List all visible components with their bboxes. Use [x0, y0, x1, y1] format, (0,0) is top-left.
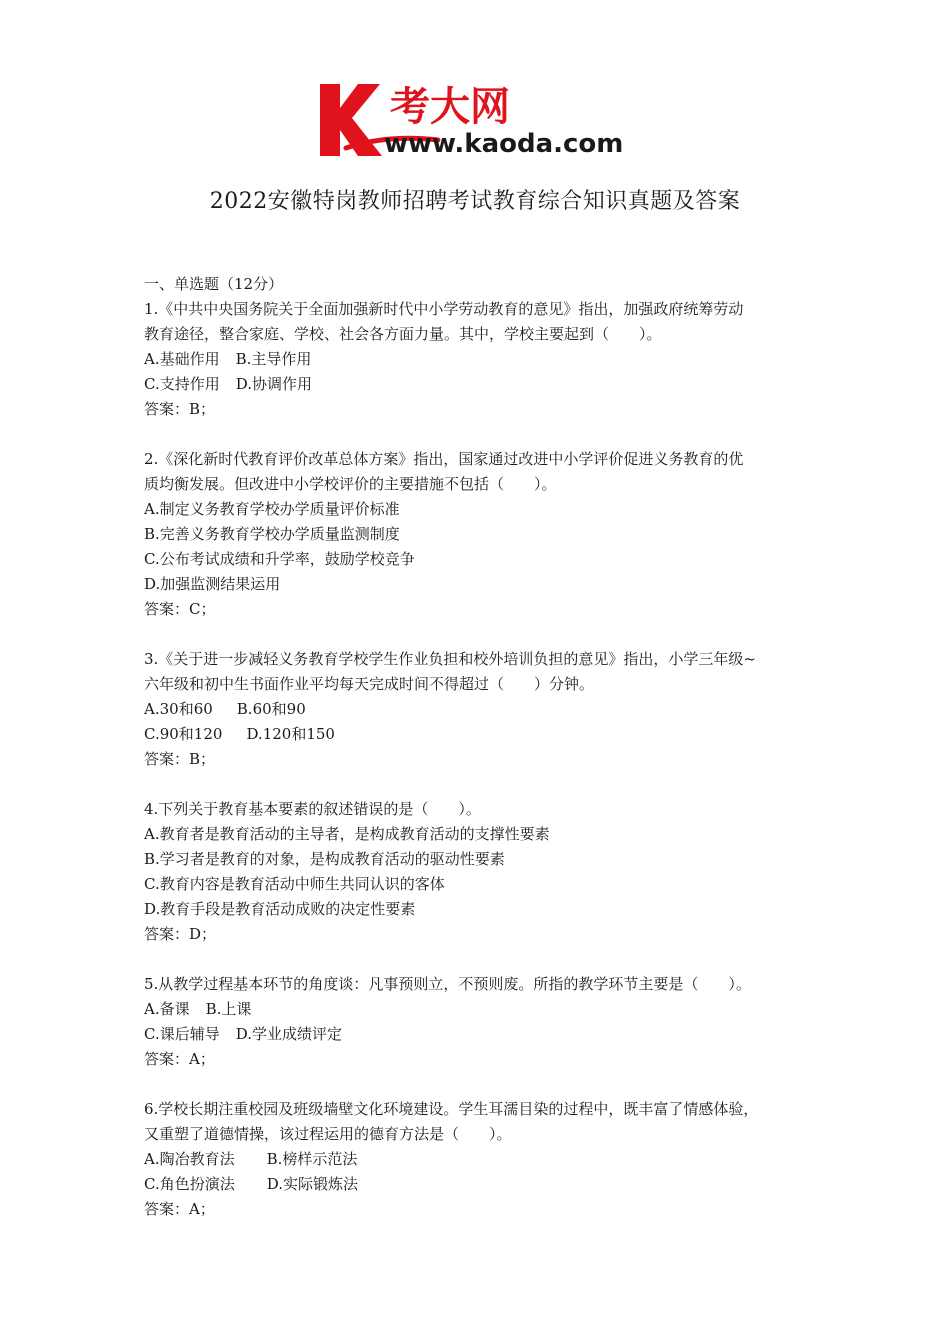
section-title: 一、单选题（12分）	[144, 275, 284, 293]
option-text: A.陶冶教育法	[144, 1150, 235, 1168]
option-row	[144, 847, 824, 872]
question-item	[144, 972, 824, 1072]
document-title: 2022安徽特岗教师招聘考试教育综合知识真题及答案	[209, 189, 741, 214]
question-stem-line: 质均衡发展。但改进中小学校评价的主要措施不包括（ ）。	[144, 475, 557, 493]
question-stem-line: 教育途径，整合家庭、学校、社会各方面力量。其中，学校主要起到（ ）。	[144, 325, 662, 343]
option-row	[144, 1172, 824, 1197]
option-row	[144, 1147, 824, 1172]
option-text: C.支持作用	[144, 375, 220, 393]
option-row	[144, 897, 824, 922]
option-text: B.学习者是教育的对象，是构成教育活动的驱动性要素	[144, 850, 505, 868]
option-row	[144, 822, 824, 847]
question-item	[144, 1097, 824, 1222]
option-text: C.课后辅导	[144, 1025, 220, 1043]
option-text: D.协调作用	[235, 375, 312, 393]
option-row	[144, 722, 824, 747]
question-stem-line: 5.从教学过程基本环节的角度谈：凡事预则立，不预则废。所指的教学环节主要是（ ）。	[144, 975, 751, 993]
logo-url-text: www.kaoda.com	[384, 129, 624, 159]
option-text: A.教育者是教育活动的主导者，是构成教育活动的支撑性要素	[144, 825, 550, 843]
option-text: D.120和150	[246, 725, 335, 743]
option-text: C.角色扮演法	[144, 1175, 235, 1193]
option-text: D.学业成绩评定	[235, 1025, 342, 1043]
answer-text: 答案：B；	[144, 750, 216, 768]
questions-container	[144, 297, 824, 1222]
answer-text: 答案：A；	[144, 1200, 215, 1218]
option-row	[144, 372, 824, 397]
option-text: C.90和120	[144, 725, 223, 743]
option-text: B.完善义务教育学校办学质量监测制度	[144, 525, 400, 543]
option-row	[144, 872, 824, 897]
option-text: A.30和60	[144, 700, 213, 718]
option-row	[144, 997, 824, 1022]
question-item	[144, 647, 824, 772]
option-row	[144, 347, 824, 372]
option-text: A.基础作用	[144, 350, 220, 368]
question-stem-line: 4.下列关于教育基本要素的叙述错误的是（ ）。	[144, 800, 481, 818]
option-text: B.上课	[205, 1000, 252, 1018]
question-stem-line: 3.《关于进一步减轻义务教育学校学生作业负担和校外培训负担的意见》指出，小学三年级~	[144, 650, 756, 668]
question-list	[144, 272, 824, 1222]
option-text: C.公布考试成绩和升学率，鼓励学校竞争	[144, 550, 415, 568]
question-stem-line: 2.《深化新时代教育评价改革总体方案》指出，国家通过改进中小学评价促进义务教育的优	[144, 450, 744, 468]
answer-text: 答案：D；	[144, 925, 217, 943]
option-text: B.主导作用	[235, 350, 312, 368]
answer-text: 答案：C；	[144, 600, 216, 618]
logo-cn-text: 考大网	[390, 84, 510, 130]
option-text: D.实际锻炼法	[266, 1175, 358, 1193]
option-row	[144, 697, 824, 722]
question-item	[144, 797, 824, 947]
question-stem-line: 又重塑了道德情操，该过程运用的德育方法是（ ）。	[144, 1125, 512, 1143]
question-item	[144, 297, 824, 422]
question-item	[144, 447, 824, 622]
option-text: B.榜样示范法	[266, 1150, 358, 1168]
kaoda-logo[interactable]	[318, 78, 638, 160]
option-text: A.备课	[144, 1000, 190, 1018]
option-row	[144, 572, 824, 597]
option-row	[144, 1022, 824, 1047]
option-text: C.教育内容是教育活动中师生共同认识的客体	[144, 875, 445, 893]
option-text: A.制定义务教育学校办学质量评价标准	[144, 500, 400, 518]
option-row	[144, 522, 824, 547]
option-row	[144, 547, 824, 572]
question-stem-line: 六年级和初中生书面作业平均每天完成时间不得超过（ ）分钟。	[144, 675, 595, 693]
question-stem-line: 1.《中共中央国务院关于全面加强新时代中小学劳动教育的意见》指出，加强政府统筹劳动	[144, 300, 744, 318]
option-row	[144, 497, 824, 522]
kaoda-logo-graphic	[318, 78, 638, 160]
answer-text: 答案：B；	[144, 400, 216, 418]
answer-text: 答案：A；	[144, 1050, 215, 1068]
option-text: D.加强监测结果运用	[144, 575, 281, 593]
option-text: D.教育手段是教育活动成败的决定性要素	[144, 900, 416, 918]
question-stem-line: 6.学校长期注重校园及班级墙壁文化环境建设。学生耳濡目染的过程中，既丰富了情感体验，	[144, 1100, 759, 1118]
option-text: B.60和90	[236, 700, 306, 718]
